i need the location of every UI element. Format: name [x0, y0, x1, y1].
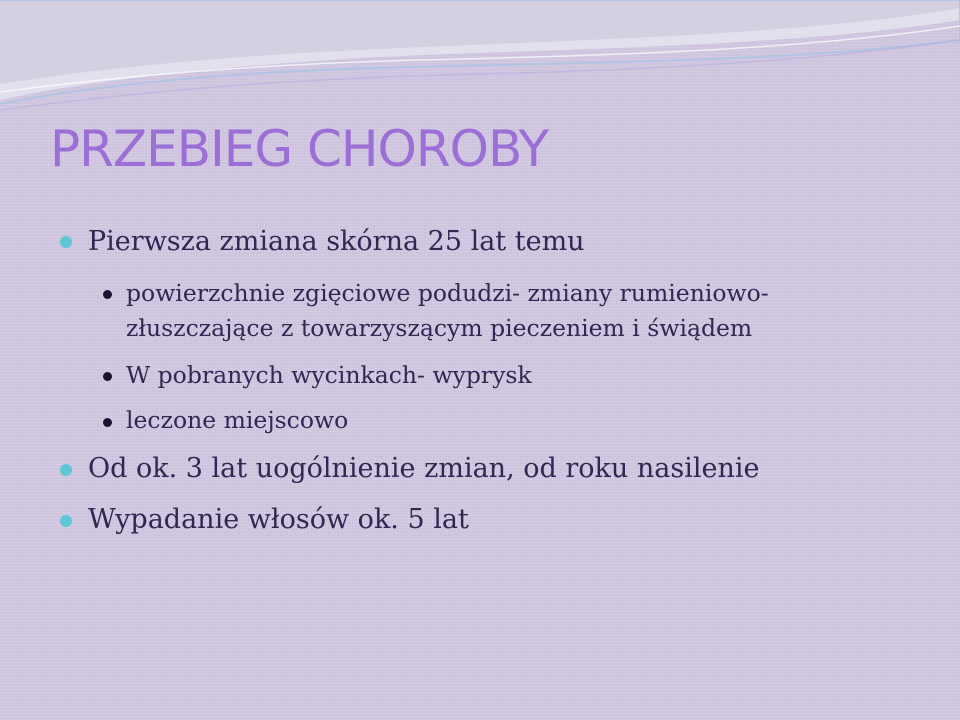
bullet-dot-icon: [103, 372, 112, 381]
list-item-text: powierzchnie zgięciowe podudzi- zmiany rumieniowo-: [126, 279, 769, 307]
list-item-text: Wypadanie włosów ok. 5 lat: [88, 504, 469, 535]
list-item-text: W pobranych wycinkach- wyprysk: [126, 361, 532, 389]
list-item-continuation-text: złuszczające z towarzyszącym pieczeniem i świądem: [126, 314, 753, 342]
bullet-dot-icon: [60, 236, 72, 248]
list-item-text: leczone miejscowo: [126, 406, 349, 434]
slide-title: PRZEBIEG CHOROBY: [50, 120, 549, 178]
bullet-dot-icon: [103, 290, 112, 299]
bullet-dot-icon: [60, 515, 72, 527]
bullet-dot-icon: [60, 464, 72, 476]
bullet-dot-icon: [103, 418, 112, 427]
list-item-text: Od ok. 3 lat uogólnienie zmian, od roku nasilenie: [88, 453, 760, 484]
list-item-text: Pierwsza zmiana skórna 25 lat temu: [88, 226, 585, 257]
